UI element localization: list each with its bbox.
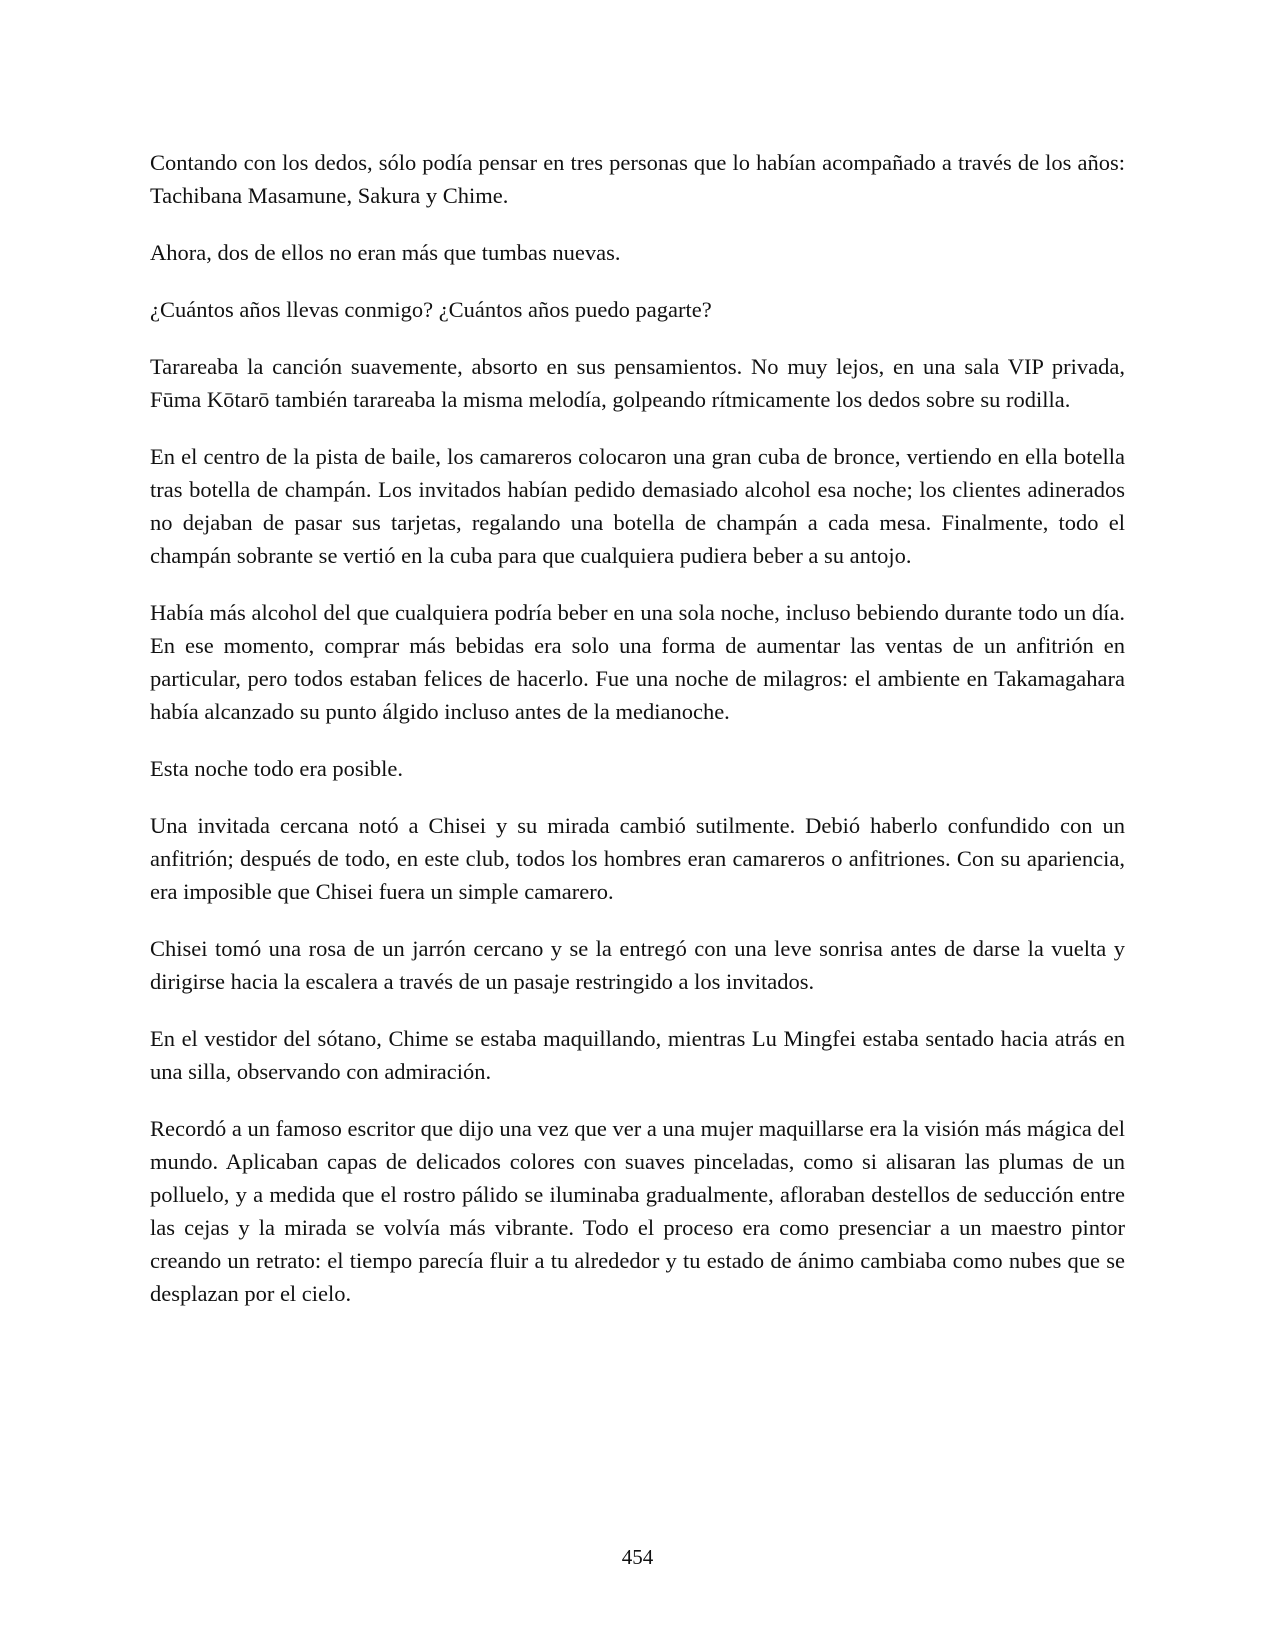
paragraph-6: Había más alcohol del que cualquiera podría beber en una sola noche, incluso bebiendo durante todo un día. En ese momento, comprar más bebidas era solo una forma de aumentar las ventas de un anfitrión en particular, pero todos estaban felices de hacerlo. Fue una noche de milagros: el ambiente en Takamagahara había alcanzado su punto álgido incluso antes de la medianoche. bbox=[150, 600, 1125, 724]
paragraph-5: En el centro de la pista de baile, los camareros colocaron una gran cuba de bronce, vertiendo en ella botella tras botella de champán. Los invitados habían pedido demasiado alcohol esa noche; los clientes adinerados no dejaban de pasar sus tarjetas, regalando una botella de champán a cada mesa. Finalmente, todo el champán sobrante se vertió en la cuba para que cualquiera pudiera beber a su antojo. bbox=[150, 444, 1125, 568]
paragraph-3: ¿Cuántos años llevas conmigo? ¿Cuántos años puedo pagarte? bbox=[150, 297, 712, 322]
paragraph-2: Ahora, dos de ellos no eran más que tumbas nuevas. bbox=[150, 240, 621, 265]
page-body bbox=[150, 146, 1125, 1334]
paragraph-7: Esta noche todo era posible. bbox=[150, 756, 404, 781]
paragraph-4: Tarareaba la canción suavemente, absorto en sus pensamientos. No muy lejos, en una sala VIP privada, Fūma Kōtarō también tarareaba la misma melodía, golpeando rítmicamente los dedos sobre su rodilla. bbox=[150, 354, 1125, 412]
paragraph-1: Contando con los dedos, sólo podía pensar en tres personas que lo habían acompañado a través de los años: Tachibana Masamune, Sakura y Chime. bbox=[150, 150, 1125, 208]
paragraph-8: Una invitada cercana notó a Chisei y su mirada cambió sutilmente. Debió haberlo confundido con un anfitrión; después de todo, en este club, todos los hombres eran camareros o anfitriones. Con su apariencia, era imposible que Chisei fuera un simple camarero. bbox=[150, 813, 1125, 904]
page-number: 454 bbox=[621, 1545, 654, 1569]
paragraph-11: Recordó a un famoso escritor que dijo una vez que ver a una mujer maquillarse era la visión más mágica del mundo. Aplicaban capas de delicados colores con suaves pinceladas, como si alisaran las plumas de un polluelo, y a medida que el rostro pálido se iluminaba gradualmente, afloraban destellos de seducción entre las cejas y la mirada se volvía más vibrante. Todo el proceso era como presenciar a un maestro pintor creando un retrato: el tiempo parecía fluir a tu alrededor y tu estado de ánimo cambiaba como nubes que se desplazan por el cielo. bbox=[150, 1116, 1125, 1306]
paragraph-10: En el vestidor del sótano, Chime se estaba maquillando, mientras Lu Mingfei estaba sentado hacia atrás en una silla, observando con admiración. bbox=[150, 1026, 1125, 1084]
paragraph-9: Chisei tomó una rosa de un jarrón cercano y se la entregó con una leve sonrisa antes de darse la vuelta y dirigirse hacia la escalera a través de un pasaje restringido a los invitados. bbox=[150, 936, 1125, 994]
